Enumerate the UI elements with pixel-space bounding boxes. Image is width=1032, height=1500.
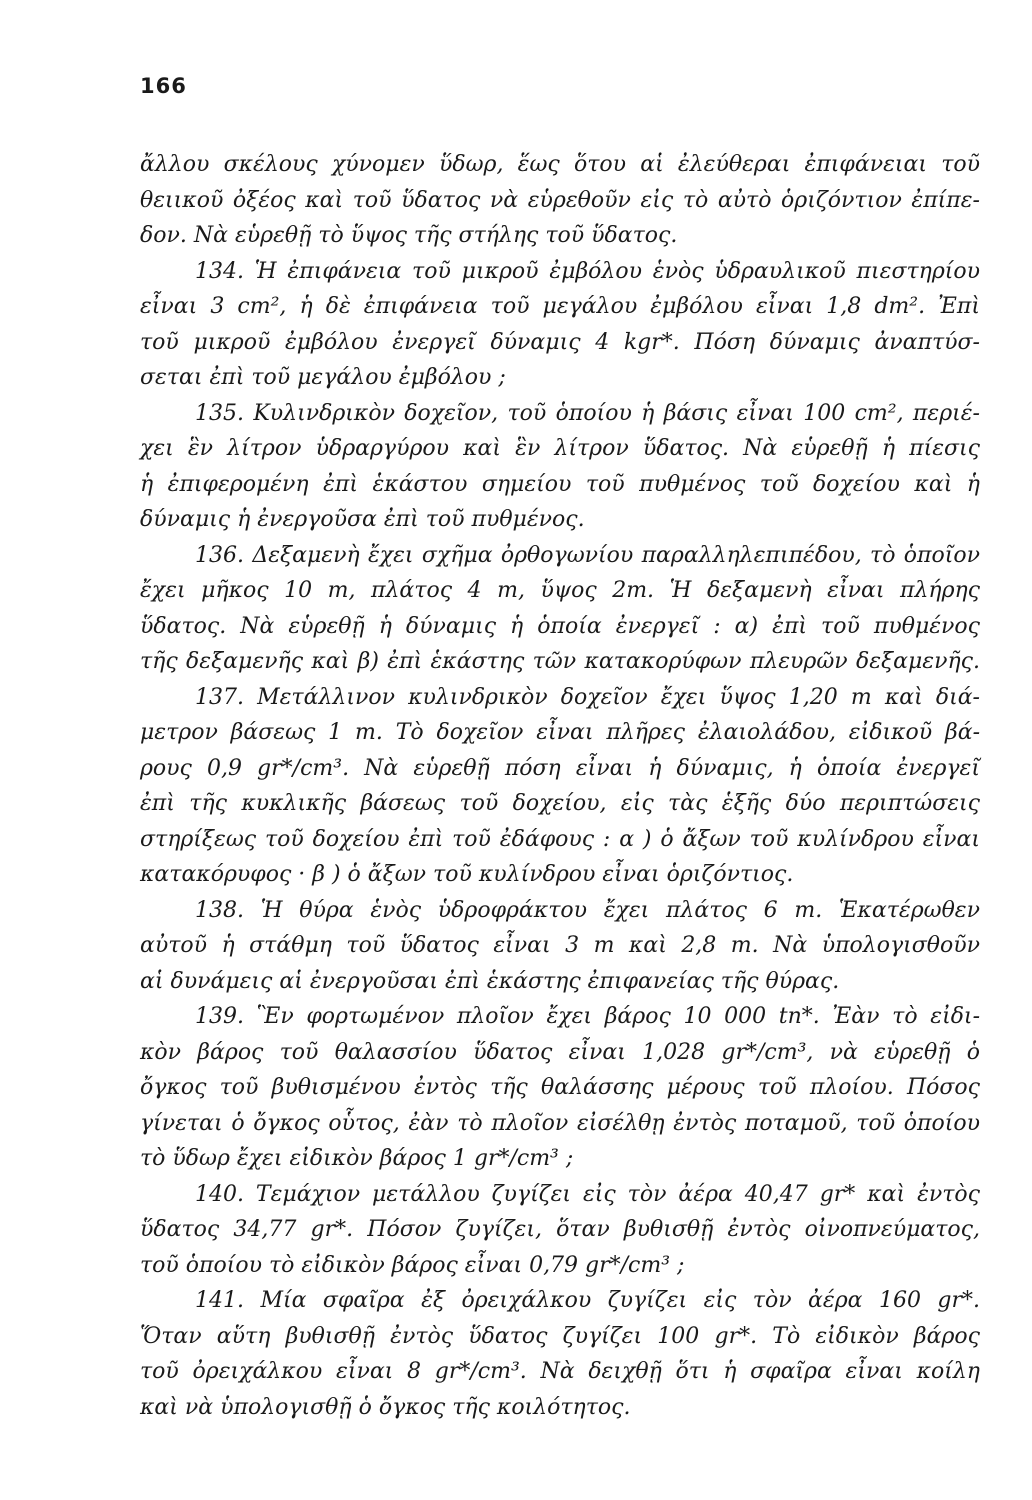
text-line: κατακόρυφος · β ) ὁ ἄξων τοῦ κυλίνδρου εἶναι ὁριζόντιος. bbox=[140, 862, 794, 887]
text-line: στηρίξεως τοῦ δοχείου ἐπὶ τοῦ ἐδάφους : α ) ὁ ἄξων τοῦ κυλίνδρου εἶναι bbox=[140, 826, 980, 852]
problem-text bbox=[140, 147, 980, 1425]
problem-136-start: 136. Δεξαμενὴ ἔχει σχῆμα ὀρθογωνίου παραλληλεπιπέδου, τὸ ὁποῖον bbox=[195, 542, 980, 568]
text-line: χει ἓν λίτρον ὑδραργύρου καὶ ἓν λίτρον ὕδατος. Νὰ εὑρεθῇ ἡ πίεσις bbox=[140, 436, 980, 461]
text-line: Ὅταν αὕτη βυθισθῇ ἐντὸς ὕδατος ζυγίζει 100 gr*. Τὸ εἰδικὸν βάρος bbox=[140, 1323, 980, 1349]
text-line: δύναμις ἡ ἐνεργοῦσα ἐπὶ τοῦ πυθμένος. bbox=[140, 507, 585, 532]
text-line: εἶναι 3 cm², ἡ δὲ ἐπιφάνεια τοῦ μεγάλου ἐμβόλου εἶναι 1,8 dm². Ἐπὶ bbox=[140, 294, 980, 319]
text-line: κὸν βάρος τοῦ θαλασσίου ὕδατος εἶναι 1,028 gr*/cm³, νὰ εὑρεθῇ ὁ bbox=[140, 1039, 980, 1065]
text-line: τοῦ ὀρειχάλκου εἶναι 8 gr*/cm³. Νὰ δειχθῇ ὅτι ἡ σφαῖρα εἶναι κοίλη bbox=[140, 1359, 980, 1384]
text-line: καὶ νὰ ὑπολογισθῇ ὁ ὄγκος τῆς κοιλότητος. bbox=[140, 1394, 631, 1420]
text-line: ὕδατος. Νὰ εὑρεθῇ ἡ δύναμις ἡ ὁποία ἐνεργεῖ : α) ἐπὶ τοῦ πυθμένος bbox=[140, 613, 980, 639]
text-line: ἄλλου σκέλους χύνομεν ὕδωρ, ἕως ὅτου αἱ ἐλεύθεραι ἐπιφάνειαι τοῦ bbox=[140, 152, 980, 177]
text-line: μετρον βάσεως 1 m. Τὸ δοχεῖον εἶναι πλῆρες ἐλαιολάδου, εἰδικοῦ βά- bbox=[140, 720, 980, 745]
page-number: 166 bbox=[140, 74, 187, 98]
text-line: ὕδατος 34,77 gr*. Πόσον ζυγίζει, ὅταν βυθισθῇ ἐντὸς οἰνοπνεύματος, bbox=[140, 1217, 980, 1242]
problem-140-start: 140. Τεμάχιον μετάλλου ζυγίζει εἰς τὸν ἀέρα 40,47 gr* καὶ ἐντὸς bbox=[195, 1181, 980, 1207]
text-line: ἐπὶ τῆς κυκλικῆς βάσεως τοῦ δοχείου, εἰς τὰς ἑξῆς δύο περιπτώσεις bbox=[140, 791, 980, 816]
text-line: ἡ ἐπιφερομένη ἐπὶ ἑκάστου σημείου τοῦ πυθμένος τοῦ δοχείου καὶ ἡ bbox=[140, 471, 980, 497]
text-line: γίνεται ὁ ὄγκος οὗτος, ἐὰν τὸ πλοῖον εἰσέλθῃ ἐντὸς ποταμοῦ, τοῦ ὁποίου bbox=[140, 1110, 980, 1136]
text-line: δον. Νὰ εὑρεθῇ τὸ ὕψος τῆς στήλης τοῦ ὕδατος. bbox=[140, 223, 678, 248]
problem-138-start: 138. Ἡ θύρα ἑνὸς ὑδροφράκτου ἔχει πλάτος 6 m. Ἑκατέρωθεν bbox=[195, 897, 980, 923]
problem-137-start: 137. Μετάλλινον κυλινδρικὸν δοχεῖον ἔχει ὕψος 1,20 m καὶ διά- bbox=[195, 684, 980, 710]
text-line: ὄγκος τοῦ βυθισμένου ἐντὸς τῆς θαλάσσης μέρους τοῦ πλοίου. Πόσος bbox=[140, 1075, 980, 1100]
text-line: αὐτοῦ ἡ στάθμη τοῦ ὕδατος εἶναι 3 m καὶ 2,8 m. Νὰ ὑπολογισθοῦν bbox=[140, 933, 980, 958]
text-line: τῆς δεξαμενῆς καὶ β) ἐπὶ ἑκάστης τῶν κατακορύφων πλευρῶν δεξαμενῆς. bbox=[140, 649, 980, 674]
problem-135-start: 135. Κυλινδρικὸν δοχεῖον, τοῦ ὁποίου ἡ βάσις εἶναι 100 cm², περιέ- bbox=[195, 400, 980, 426]
text-line: ἔχει μῆκος 10 m, πλάτος 4 m, ὕψος 2m. Ἡ δεξαμενὴ εἶναι πλήρης bbox=[140, 578, 980, 603]
text-line: σεται ἐπὶ τοῦ μεγάλου ἐμβόλου ; bbox=[140, 365, 506, 390]
text-line: τὸ ὕδωρ ἔχει εἰδικὸν βάρος 1 gr*/cm³ ; bbox=[140, 1146, 574, 1171]
problem-141-start: 141. Μία σφαῖρα ἐξ ὀρειχάλκου ζυγίζει εἰς τὸν ἀέρα 160 gr*. bbox=[195, 1288, 980, 1313]
text-line: θειικοῦ ὀξέος καὶ τοῦ ὕδατος νὰ εὑρεθοῦν εἰς τὸ αὐτὸ ὁριζόντιον ἐπίπε- bbox=[140, 187, 980, 213]
text-line: ρους 0,9 gr*/cm³. Νὰ εὑρεθῇ πόση εἶναι ἡ δύναμις, ἡ ὁποία ἐνεργεῖ bbox=[140, 755, 980, 781]
problem-134-start: 134. Ἡ ἐπιφάνεια τοῦ μικροῦ ἐμβόλου ἑνὸς ὑδραυλικοῦ πιεστηρίου bbox=[195, 258, 980, 284]
text-line: τοῦ ὁποίου τὸ εἰδικὸν βάρος εἶναι 0,79 gr*/cm³ ; bbox=[140, 1252, 685, 1278]
text-line: τοῦ μικροῦ ἐμβόλου ἐνεργεῖ δύναμις 4 kgr*. Πόση δύναμις ἀναπτύσ- bbox=[140, 329, 980, 355]
problem-139-start: 139. Ἓν φορτωμένον πλοῖον ἔχει βάρος 10 000 tn*. Ἐὰν τὸ εἰδι- bbox=[195, 1004, 980, 1029]
text-line: αἱ δυνάμεις αἱ ἐνεργοῦσαι ἐπὶ ἑκάστης ἐπιφανείας τῆς θύρας. bbox=[140, 968, 840, 994]
